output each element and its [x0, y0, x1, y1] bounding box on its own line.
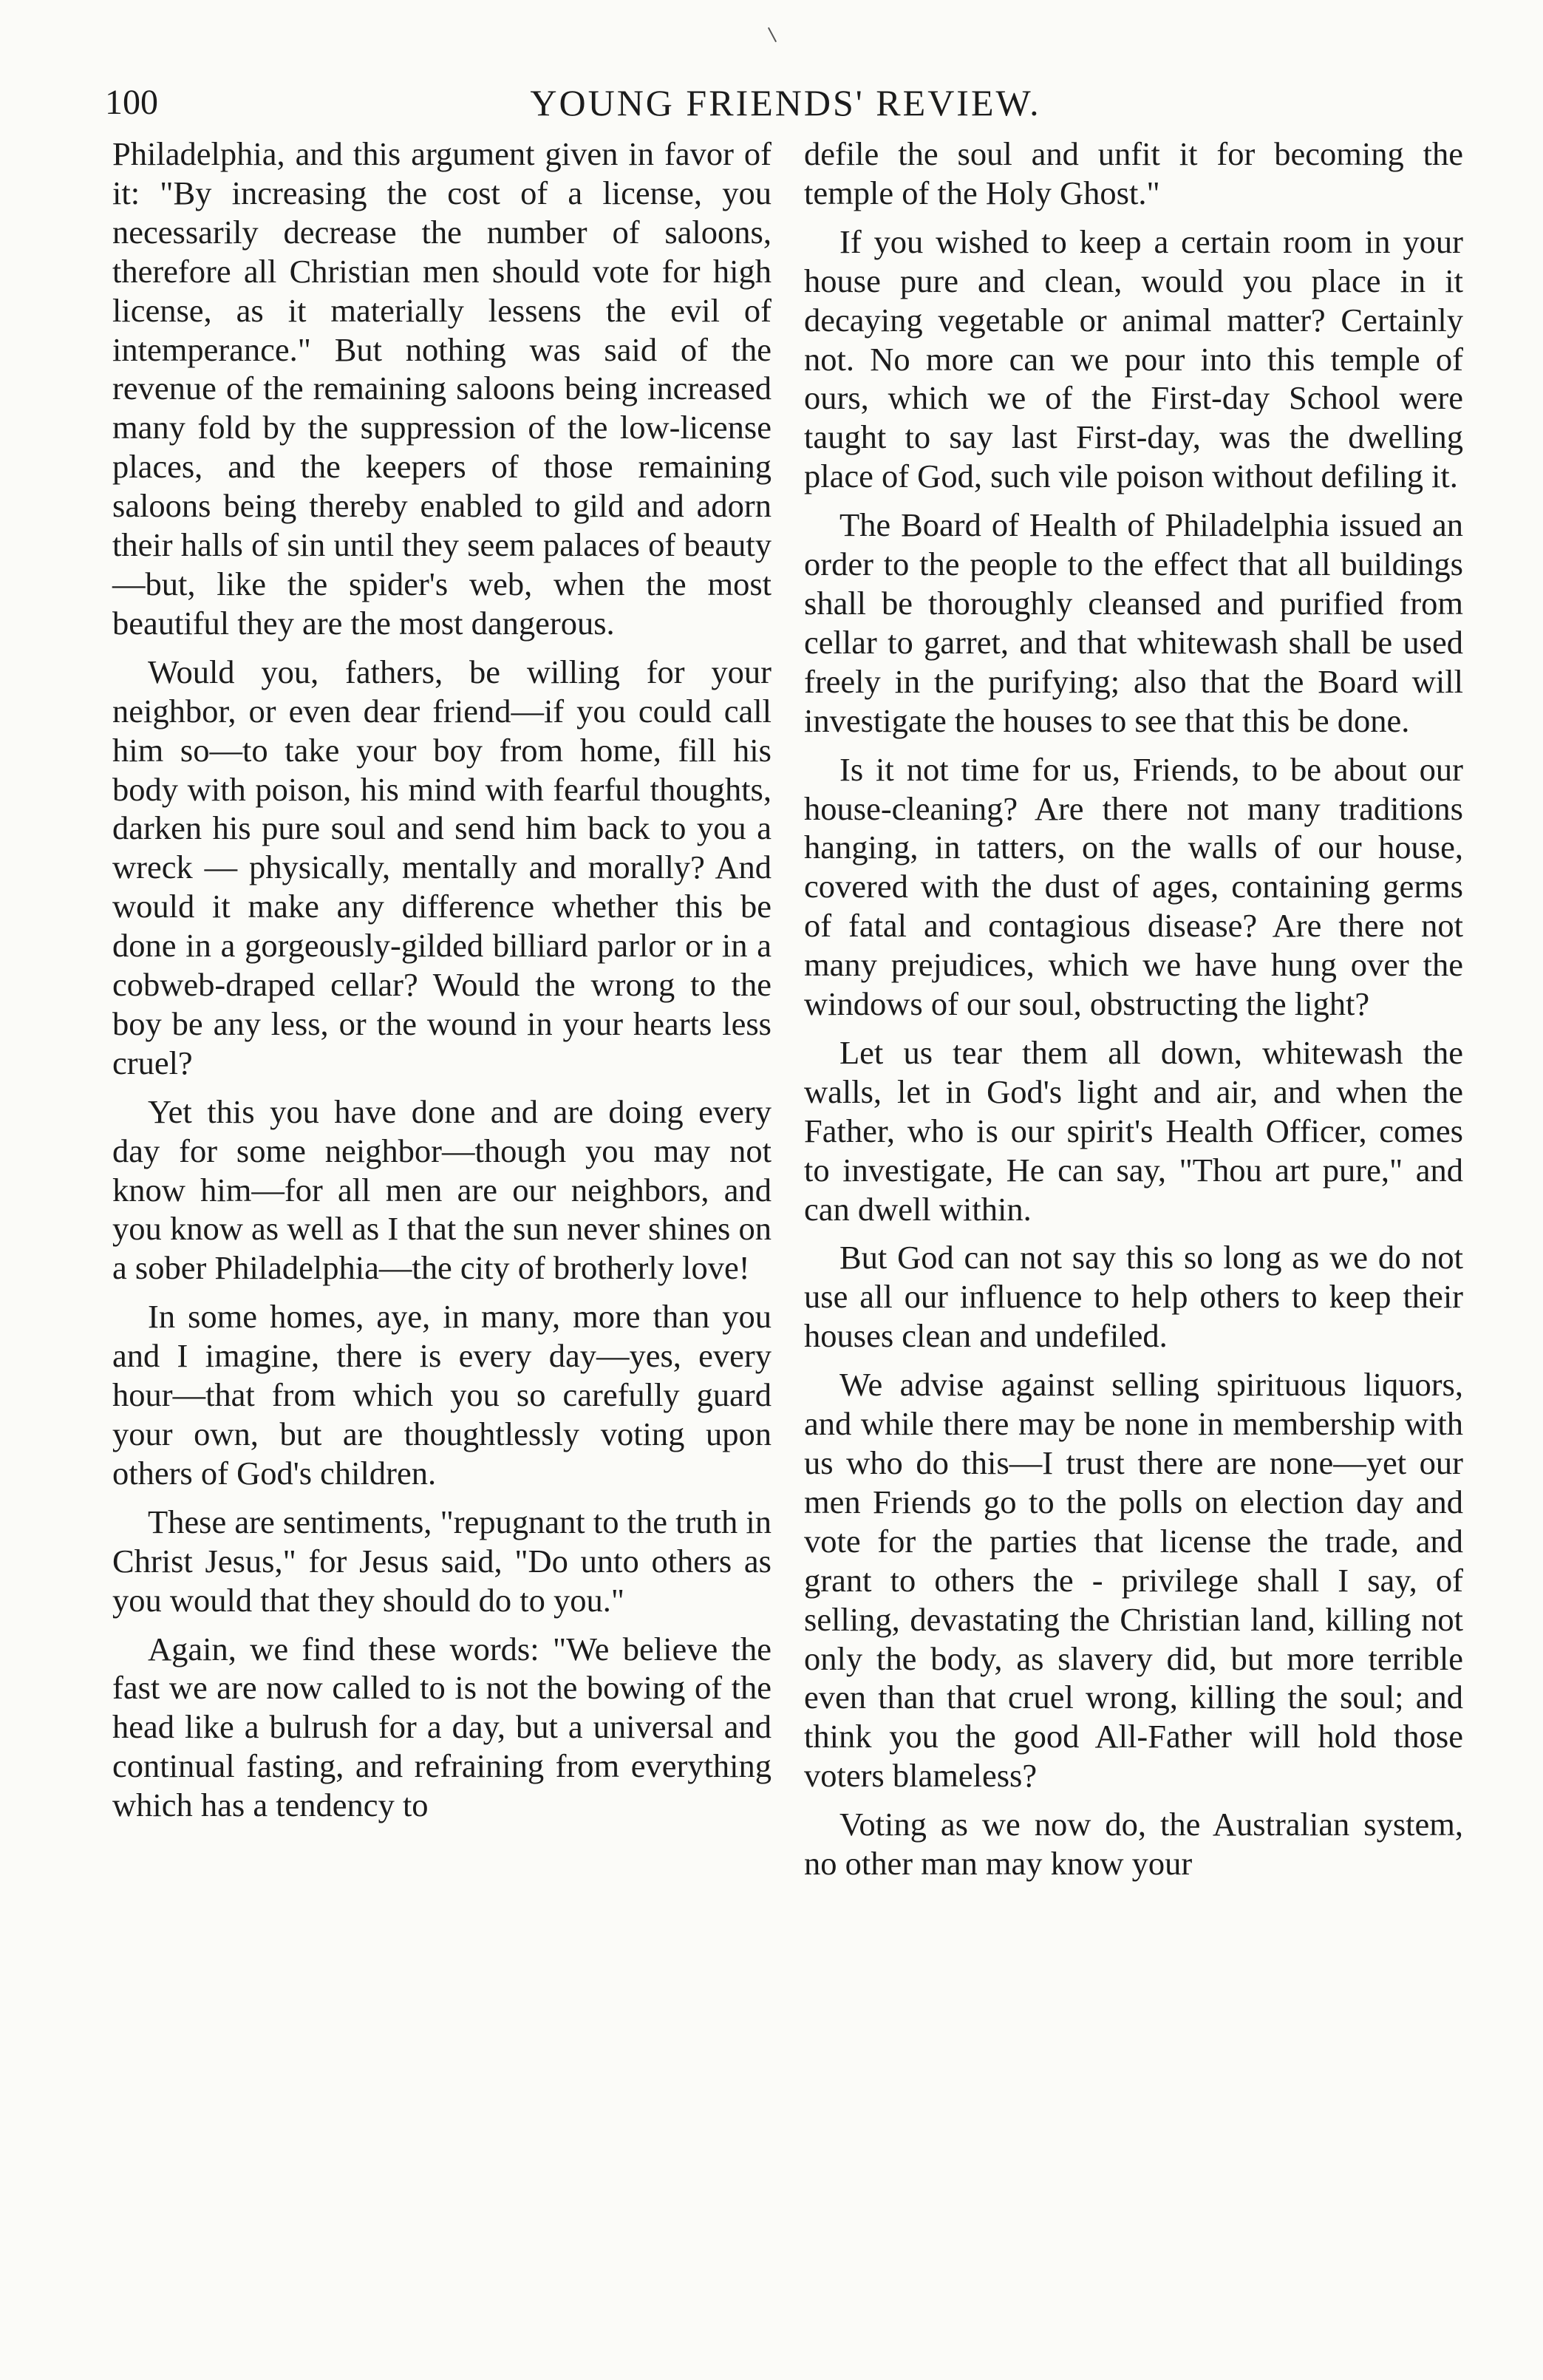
running-title: YOUNG FRIENDS' REVIEW. — [530, 82, 1041, 123]
paragraph: Philadelphia, and this argument given in favor of it: "By increasing the cost of a license, you necessarily decrease the number of saloons, therefore all Christian men should vote for high license, as it materially lessens the evil of intemperance." But nothing was said of the revenue of the remaining saloons being increased many fold by the suppression of the low-license places, and the keepers of those remaining saloons being thereby enabled to gild and adorn their halls of sin until they seem palaces of beauty—but, like the spider's web, when the most beautiful they are the most dangerous. — [112, 135, 772, 642]
page-header — [105, 77, 1466, 129]
paragraph: We advise against selling spirituous liquors, and while there may be none in membership with us who do this—I trust there are none—yet our men Friends go to the polls on election day and vote for the parties that license the trade, and grant to others the - privilege shall I say, of selling, devastating the Christian land, killing not only the body, as slavery did, but more terrible even than that cruel wrong, killing the soul; and think you the good All-Father will hold those voters blameless? — [804, 1366, 1463, 1795]
paragraph: Let us tear them all down, whitewash the walls, let in God's light and air, and when the Father, who is our spirit's Health Officer, comes to investigate, He can say, "Thou art pure," and can dwell within. — [804, 1033, 1463, 1228]
right-column — [804, 135, 1463, 1893]
paragraph: Again, we find these words: "We believe the fast we are now called to is not the bowing of the head like a bulrush for a day, but a universal and continual fasting, and refraining from everything which has a tendency to — [112, 1630, 772, 1824]
paragraph: defile the soul and unfit it for becoming the temple of the Holy Ghost." — [804, 135, 1463, 211]
paragraph: These are sentiments, "repugnant to the truth in Christ Jesus," for Jesus said, "Do unto others as you would that they should do to you." — [112, 1503, 772, 1619]
page-number: 100 — [105, 83, 158, 122]
paragraph: Voting as we now do, the Australian system, no other man may know your — [804, 1806, 1463, 1883]
left-column — [112, 135, 772, 1835]
paragraph: The Board of Health of Philadelphia issued an order to the people to the effect that all buildings shall be thoroughly cleansed and purified from cellar to garret, and that whitewash shall be used freely in the purifying; also that the Board will investigate the houses to see that this be done. — [804, 506, 1463, 739]
stray-mark — [768, 27, 777, 42]
paragraph: In some homes, aye, in many, more than you and I imagine, there is every day—yes, every hour—that from which you so carefully guard your own, but are thoughtlessly voting upon others of God's children. — [112, 1298, 772, 1492]
paragraph: But God can not say this so long as we do not use all our influence to help others to keep their houses clean and undefiled. — [804, 1239, 1463, 1355]
paragraph: If you wished to keep a certain room in your house pure and clean, would you place in it decaying vegetable or animal matter? Certainly not. No more can we pour into this temple of ours, which we of the First-day School were taught to say last First-day, was the dwelling place of God, such vile poison without defiling it. — [804, 222, 1463, 495]
paragraph: Would you, fathers, be willing for your neighbor, or even dear friend—if you could call him so—to take your boy from home, fill his body with poison, his mind with fearful thoughts, darken his pure soul and send him back to you a wreck — physically, mentally and morally? And would it make any difference whether this be done in a gorgeously-gilded billiard parlor or in a cobweb-draped cellar? Would the wrong to the boy be any less, or the wound in your hearts less cruel? — [112, 653, 772, 1081]
paragraph: Yet this you have done and are doing every day for some neighbor—though you may not know him—for all men are our neighbors, and you know as well as I that the sun never shines on a sober Philadelphia—the city of brotherly love! — [112, 1092, 772, 1287]
paragraph: Is it not time for us, Friends, to be about our house-cleaning? Are there not many traditions hanging, in tatters, on the walls of our house, covered with the dust of ages, containing germs of fatal and contagious disease? Are there not many prejudices, which we have hung over the windows of our soul, obstructing the light? — [804, 750, 1463, 1023]
